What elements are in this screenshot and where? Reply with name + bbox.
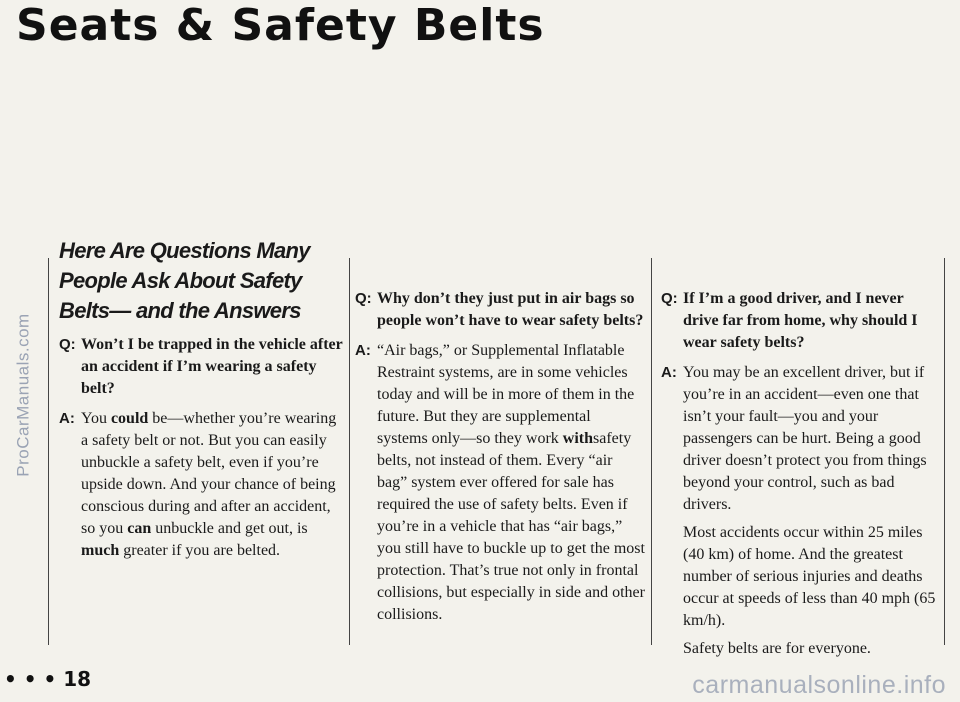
question-tag: Q: — [59, 336, 76, 353]
question-text: If I’m a good driver, and I never drive far from home, why should I wear safety belts? — [683, 290, 918, 351]
answer-text: You may be an excellent driver, but if you’re in an accident—even one that isn’t your fault—you and your passengers can be hurt. Being a good driver doesn’t protect you from things beyond your control, such as bad drivers. — [683, 364, 927, 513]
watermark-bottom: carmanualsonline.info — [692, 671, 946, 699]
question-1 — [59, 334, 345, 400]
answer-tag: A: — [661, 364, 677, 381]
question-text: Won’t I be trapped in the vehicle after an accident if I’m wearing a safety belt? — [81, 336, 343, 397]
page-number: • • • 18 — [4, 667, 92, 691]
column-1 — [59, 236, 345, 562]
answer-1 — [59, 408, 345, 562]
question-tag: Q: — [661, 290, 678, 307]
answer-3 — [661, 362, 937, 516]
watermark-left — [14, 160, 34, 630]
question-tag: Q: — [355, 290, 372, 307]
column-divider-2 — [651, 258, 652, 645]
question-3 — [661, 288, 937, 354]
question-2 — [355, 288, 645, 332]
column-3 — [661, 288, 937, 660]
watermark-left-text: ProCarManuals.com — [14, 313, 34, 477]
column-divider-left — [48, 258, 49, 645]
answer-text: “Air bags,” or Supplemental Inflatable Restraint systems, are in some vehicles today and will be in more of them in the future. But they are supplemental systems only—so they work withsafety belts, not instead of them. Every “air bag” system ever offered for sale has required the use of safety belts. Even if you’re in a vehicle that has “air bags,” you still have to buckle up to get the most protection. That’s true not only in frontal collisions, but especially in side and other collisions. — [377, 342, 645, 623]
answer-paragraph-3: Safety belts are for everyone. — [683, 640, 871, 657]
answer-2 — [355, 340, 645, 626]
column-divider-1 — [349, 258, 350, 645]
section-heading: Here Are Questions Many People Ask About Safety Belts— and the Answers — [59, 238, 310, 323]
page-title: Seats & Safety Belts — [16, 0, 545, 51]
answer-paragraph-2: Most accidents occur within 25 miles (40 km) of home. And the greatest number of serious injuries and deaths occur at speeds of less than 40 mph (65 km/h). — [683, 524, 936, 629]
column-divider-right — [944, 258, 945, 645]
answer-tag: A: — [59, 410, 75, 427]
column-2 — [355, 288, 645, 626]
question-text: Why don’t they just put in air bags so people won’t have to wear safety belts? — [377, 290, 644, 329]
answer-text: You could be—whether you’re wearing a safety belt or not. But you can easily unbuckle a safety belt, even if you’re upside down. And your chance of being conscious during and after an accident, so you can unbuckle and get out, is much greater if you are belted. — [81, 410, 337, 559]
answer-tag: A: — [355, 342, 371, 359]
